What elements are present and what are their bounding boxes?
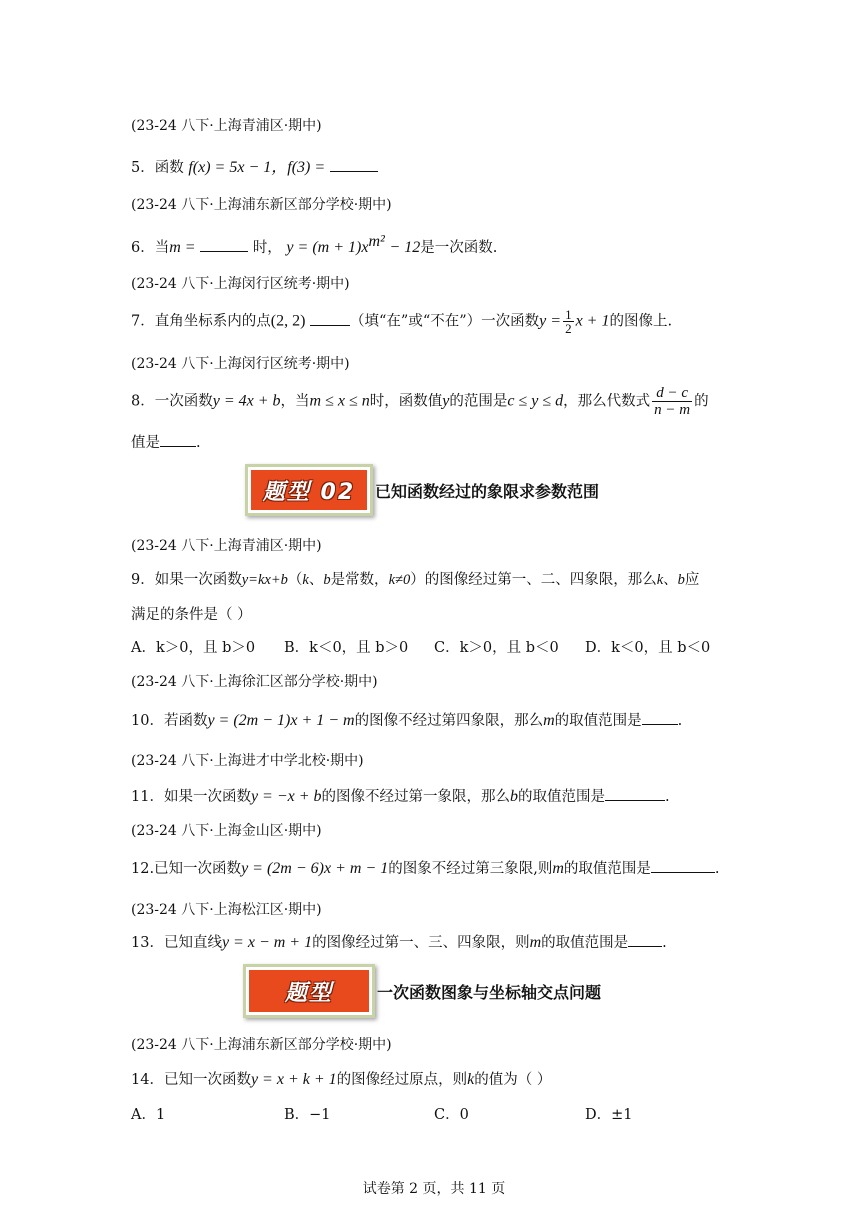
q9-b: b bbox=[323, 572, 331, 588]
q11-text-b: 的图像不经过第一象限，那么 bbox=[321, 789, 511, 805]
q12-text: 12.已知一次函数 bbox=[131, 861, 242, 877]
q11-b: b bbox=[510, 788, 519, 805]
q12-end: . bbox=[714, 861, 720, 877]
q8-end: . bbox=[196, 435, 201, 451]
q7-text: 7．直角坐标系内的点 bbox=[131, 313, 271, 330]
q10-m: m bbox=[543, 712, 555, 729]
source-note: (23-24 八下·上海闵行区统考·期中) bbox=[131, 356, 350, 372]
source-note: (23-24 八下·上海松江区·期中) bbox=[131, 902, 322, 918]
q9-k: k bbox=[302, 572, 309, 588]
q6-exponent: m² bbox=[368, 233, 385, 250]
q9-text-b: （ bbox=[287, 572, 303, 588]
question-9 bbox=[131, 568, 699, 589]
question-8 bbox=[131, 385, 709, 418]
q6-var: m = bbox=[169, 238, 196, 256]
q7-fraction bbox=[563, 308, 574, 335]
q8-text-f: 的 bbox=[694, 393, 709, 410]
q8-text-g: 值是 bbox=[131, 435, 160, 451]
q11-text-c: 的取值范围是 bbox=[518, 789, 606, 805]
option-d: D．k＜0，且 b＜0 bbox=[585, 640, 711, 656]
frac-den: n − m bbox=[654, 402, 691, 418]
q6-number: 6．当 bbox=[131, 239, 170, 256]
source-note: (23-24 八下·上海浦东新区部分学校·期中) bbox=[131, 197, 392, 213]
q10-end: . bbox=[677, 713, 683, 729]
q8-text-d: 的范围是 bbox=[449, 393, 508, 410]
q6-text-tail: 是一次函数. bbox=[420, 239, 498, 256]
frac-den: 2 bbox=[565, 321, 572, 336]
q7-point: (2, 2) bbox=[270, 312, 306, 330]
q14-text: 14．已知一次函数 bbox=[131, 1072, 251, 1088]
q8-function: y = 4x + b bbox=[212, 392, 281, 410]
section-title: 一次函数图象与坐标轴交点问题 bbox=[377, 982, 602, 1002]
q8-text-b: ，当 bbox=[280, 393, 310, 410]
page-footer: 试卷第 2 页，共 11 页 bbox=[362, 1181, 506, 1197]
q13-text-b: 的图像经过第一、三、四象限，则 bbox=[312, 935, 530, 951]
q10-function: y = (2m − 1)x + 1 − m bbox=[207, 712, 355, 729]
option-c: C．0 bbox=[434, 1107, 469, 1123]
q12-m: m bbox=[552, 860, 564, 877]
q14-text-b: 的图像经过原点，则 bbox=[336, 1072, 468, 1088]
q8-y: y bbox=[442, 392, 450, 410]
question-9-line-2: 满足的条件是（ ） bbox=[131, 607, 252, 623]
source-note: (23-24 八下·上海金山区·期中) bbox=[131, 823, 322, 839]
q8-range-x: m ≤ x ≤ n bbox=[309, 392, 370, 410]
q11-function: y = −x + b bbox=[250, 788, 322, 805]
q13-m: m bbox=[529, 934, 542, 951]
question-8-line-2 bbox=[131, 431, 201, 452]
answer-blank bbox=[310, 311, 350, 326]
source-note: (23-24 八下·上海浦东新区部分学校·期中) bbox=[131, 1037, 392, 1053]
q9-text-f: 、 bbox=[663, 572, 678, 588]
q8-text: 8．一次函数 bbox=[131, 393, 213, 410]
q14-text-c: 的值为（ ） bbox=[474, 1072, 552, 1088]
source-note: (23-24 八下·上海青浦区·期中) bbox=[131, 538, 322, 554]
question-12 bbox=[131, 857, 720, 878]
q9-text-d: 是常数， bbox=[330, 572, 389, 588]
question-7 bbox=[131, 308, 672, 335]
badge-label: 题型 bbox=[249, 970, 369, 1012]
q7-text-b: （填“在”或“不在”）一次函数 bbox=[350, 313, 540, 330]
q9-k-nonzero: k≠0 bbox=[388, 572, 411, 588]
question-14 bbox=[131, 1068, 551, 1089]
q11-end: . bbox=[665, 789, 670, 805]
q11-text: 11．如果一次函数 bbox=[131, 789, 251, 805]
option-a: A．1 bbox=[131, 1107, 166, 1123]
source-note: (23-24 八下·上海进才中学北校·期中) bbox=[131, 753, 364, 769]
answer-blank bbox=[160, 432, 196, 447]
section-badge bbox=[243, 964, 375, 1018]
option-c: C．k＞0，且 b＜0 bbox=[434, 640, 559, 656]
section-badge bbox=[245, 464, 373, 516]
answer-blank bbox=[628, 932, 662, 947]
q13-text-c: 的取值范围是 bbox=[541, 935, 629, 951]
q12-text-b: 的图象不经过第三象限,则 bbox=[388, 861, 553, 877]
q9-text-e: ）的图像经过第一、二、四象限，那么 bbox=[410, 572, 657, 588]
q9-k2: k bbox=[656, 572, 664, 588]
question-10 bbox=[131, 709, 682, 730]
q5-number: 5．函数 bbox=[131, 160, 184, 176]
q6-expression: y = (m + 1)x bbox=[286, 238, 369, 256]
q6-expression-tail: − 12 bbox=[389, 238, 421, 256]
question-11 bbox=[131, 785, 670, 806]
q10-text: 10．若函数 bbox=[131, 713, 208, 729]
section-title: 已知函数经过的象限求参数范围 bbox=[375, 481, 600, 501]
answer-blank bbox=[605, 786, 665, 801]
option-d: D．±1 bbox=[585, 1107, 633, 1123]
question-6 bbox=[131, 233, 497, 257]
q8-text-e: ，那么代数式 bbox=[563, 393, 651, 410]
option-b: B．−1 bbox=[284, 1107, 331, 1123]
q13-end: . bbox=[662, 935, 667, 951]
option-a: A．k＞0，且 b＞0 bbox=[131, 640, 256, 656]
source-note: (23-24 八下·上海闵行区统考·期中) bbox=[131, 276, 350, 292]
q9-text-g: 应 bbox=[684, 572, 700, 588]
section-header bbox=[245, 464, 599, 516]
q5-expression: f(x) = 5x − 1，f(3) = bbox=[188, 159, 326, 176]
question-13 bbox=[131, 931, 667, 952]
q12-text-c: 的取值范围是 bbox=[563, 861, 651, 877]
answer-blank bbox=[330, 157, 378, 172]
question-5 bbox=[131, 154, 378, 177]
q9-b2: b bbox=[677, 572, 685, 588]
q6-text: 时， bbox=[252, 239, 282, 256]
q8-fraction bbox=[652, 385, 692, 418]
answer-blank bbox=[200, 237, 248, 252]
q8-text-c: 时，函数值 bbox=[369, 393, 443, 410]
source-note: (23-24 八下·上海徐汇区部分学校·期中) bbox=[131, 674, 378, 690]
source-note: (23-24 八下·上海青浦区·期中) bbox=[131, 118, 322, 134]
q7-y: y = bbox=[539, 312, 562, 330]
q7-x: x + 1 bbox=[575, 312, 610, 330]
q13-text: 13．已知直线 bbox=[131, 935, 222, 951]
q14-k: k bbox=[467, 1071, 475, 1088]
q9-text-c: 、 bbox=[308, 572, 324, 588]
section-header bbox=[243, 964, 601, 1018]
frac-num: d − c bbox=[652, 385, 692, 402]
answer-blank bbox=[651, 858, 715, 873]
q10-text-b: 的图像不经过第四象限，那么 bbox=[354, 713, 544, 729]
q7-text-c: 的图像上. bbox=[609, 313, 673, 330]
q10-text-c: 的取值范围是 bbox=[554, 713, 642, 729]
q9-function: y=kx+b bbox=[241, 572, 288, 588]
answer-blank bbox=[642, 710, 678, 725]
badge-label: 题型 02 bbox=[251, 470, 367, 510]
q9-text: 9．如果一次函数 bbox=[131, 572, 242, 588]
q14-function: y = x + k + 1 bbox=[250, 1071, 337, 1088]
option-b: B．k＜0，且 b＞0 bbox=[284, 640, 409, 656]
frac-num: 1 bbox=[565, 307, 572, 322]
q13-function: y = x − m + 1 bbox=[221, 934, 313, 951]
q12-function: y = (2m − 6)x + m − 1 bbox=[241, 860, 389, 877]
q8-range-y: c ≤ y ≤ d bbox=[507, 392, 564, 410]
